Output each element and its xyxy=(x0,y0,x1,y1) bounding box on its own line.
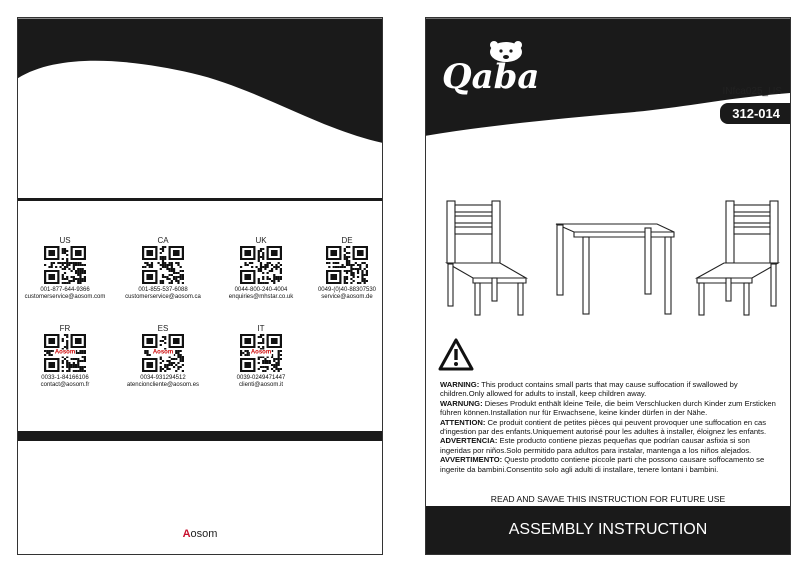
warning-it xyxy=(440,455,780,474)
chair-left-icon xyxy=(447,201,526,315)
top-wave-graphic xyxy=(18,18,382,198)
country-code: ES xyxy=(157,324,169,333)
qr-code-icon[interactable] xyxy=(142,334,184,372)
contact-us xyxy=(20,236,110,301)
contact-es xyxy=(118,324,208,389)
qr-pattern xyxy=(44,246,86,284)
table-chairs-illustration xyxy=(426,188,791,318)
country-code: DE xyxy=(341,236,353,245)
country-code: UK xyxy=(255,236,267,245)
separator-band-top xyxy=(18,198,382,201)
contact-fr xyxy=(20,324,110,389)
country-code: US xyxy=(59,236,71,245)
warning-en xyxy=(440,380,780,399)
qr-pattern xyxy=(326,246,368,284)
qr-pattern xyxy=(240,246,282,284)
country-code: IT xyxy=(257,324,265,333)
contact-de xyxy=(302,236,383,301)
contact-email: customerservice@aosom.com xyxy=(24,294,106,300)
contact-email: contact@aosom.fr xyxy=(40,382,90,388)
front-cover-page xyxy=(425,17,791,555)
warning-label: ADVERTENCIA: xyxy=(440,436,498,446)
warning-text: Este producto contiene piezas pequeñas que podrían causar asfixia si son ingeridas por niños.Solo permitido para adultos para instalar, mantenga a los niños alejados. xyxy=(440,436,752,455)
contact-phone: 0044-800-240-4004 xyxy=(234,287,288,293)
separator-band-bottom xyxy=(18,431,382,441)
contact-phone: 0039-0249471447 xyxy=(236,375,286,381)
qr-code-icon[interactable] xyxy=(326,246,368,284)
contact-ca xyxy=(118,236,208,301)
logo-wordmark: Qaba xyxy=(442,57,540,97)
warning-es xyxy=(440,436,780,455)
assembly-title: ASSEMBLY INSTRUCTION xyxy=(508,521,708,538)
warning-icon xyxy=(438,338,474,372)
qr-brand-label: Aosom xyxy=(250,349,272,356)
qaba-logo xyxy=(438,38,563,98)
safety-warnings xyxy=(440,380,780,474)
aosom-brand-logo xyxy=(18,528,382,540)
brand-initial: A xyxy=(182,528,191,540)
qr-code-icon[interactable] xyxy=(240,334,282,372)
country-code: FR xyxy=(59,324,71,333)
qr-code-icon[interactable] xyxy=(240,246,282,284)
back-cover-page xyxy=(17,17,383,555)
warning-text: This product contains small parts that may cause suffocation if swallowed by children.Only allowed for adults to install, keep children away. xyxy=(440,380,738,399)
warning-text: Dieses Produkt enthält kleine Teile, die beim Verschlucken durch Kinder zum Ersticken führen können.Installation nur für Erwachsene, keine kinder dürfen in der Nähe. xyxy=(440,398,776,418)
contact-phone: 0034-931294512 xyxy=(140,375,186,381)
contact-email: enquiries@mhstar.co.uk xyxy=(228,294,294,300)
assembly-title-band xyxy=(426,506,790,554)
warning-label: WARNUNG: xyxy=(440,398,483,408)
chair-right-icon xyxy=(697,201,778,315)
contact-phone: 0049-(0)40-88307530 xyxy=(317,287,377,293)
qr-brand-label: Aosom xyxy=(152,349,174,356)
part-number-badge: 312-014 xyxy=(720,103,790,124)
contact-phone: 0033-1-84166106 xyxy=(41,375,89,381)
qr-code-icon[interactable] xyxy=(44,246,86,284)
contact-phone: 001-877-644-9366 xyxy=(40,287,90,293)
table-icon xyxy=(556,224,674,314)
contact-it xyxy=(216,324,306,389)
contact-uk xyxy=(216,236,306,301)
contact-email: service@aosom.de xyxy=(321,294,373,300)
warning-label: ATTENTION: xyxy=(440,417,486,427)
warning-de xyxy=(440,399,780,418)
warning-label: WARNING: xyxy=(440,380,480,389)
qr-code-icon[interactable] xyxy=(44,334,86,372)
qr-pattern xyxy=(142,246,184,284)
warning-text: Questo prodotto contiene piccole parti che possono causare soffocamento se ingerite da bambini.Consentito solo agli adulti di installare, tenere lontani i bambini. xyxy=(440,455,765,474)
contact-email: customerservice@aosom.ca xyxy=(125,294,201,300)
keep-instructions-notice: READ AND SAVAE THIS INSTRUCTION FOR FUTURE USE xyxy=(490,494,726,504)
warning-fr xyxy=(440,418,780,437)
country-code: CA xyxy=(157,236,169,245)
warning-label: AVVERTIMENTO: xyxy=(440,455,503,465)
warning-text: Ce produit contient de petites pièces qui peuvent provoquer une suffocation en cas d'ingestion par des enfants.Uniquement autorisé pour les adultes à installer, éloignez les enfants. xyxy=(440,417,767,437)
qr-brand-label: Aosom xyxy=(54,349,76,356)
brand-rest: osom xyxy=(190,528,218,540)
model-code: INfca025_US xyxy=(722,86,782,97)
contact-email: clienti@aosom.it xyxy=(238,382,284,388)
contact-phone: 001-855-537-6088 xyxy=(138,287,188,293)
contact-email: atencioncliente@aosom.es xyxy=(126,382,200,388)
qr-code-icon[interactable] xyxy=(142,246,184,284)
